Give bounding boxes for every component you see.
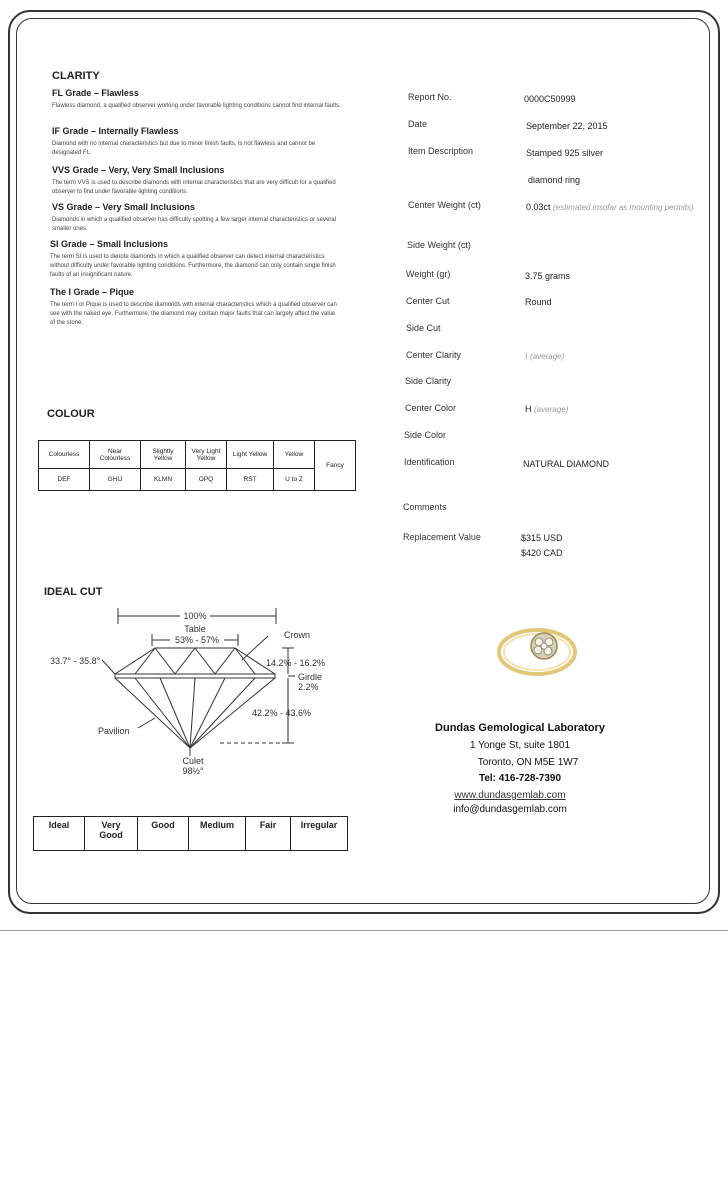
lab-address-line2: Toronto, ON M5E 1W7: [477, 757, 579, 768]
grade-vs-title: VS Grade – Very Small Inclusions: [52, 202, 196, 212]
field-value-replacement-cad: $420 CAD: [521, 548, 563, 558]
page-divider: [0, 930, 728, 931]
cut-grade-medium: Medium: [189, 817, 246, 851]
cut-grade-good: Good: [138, 817, 189, 851]
pavilion-pointer: [138, 718, 155, 728]
grade-si-title: SI Grade – Small Inclusions: [50, 239, 169, 249]
grade-if-text: Diamond with no internal characteristics but due to minor finish faults, is not flawless and cannot be designated FL.: [52, 141, 316, 156]
center-color-value: H: [525, 404, 532, 414]
crown-pointer: [242, 636, 268, 660]
pavilion-facet: [190, 678, 225, 748]
field-label-center-clarity: Center Clarity: [406, 350, 462, 360]
field-value-center-weight: [526, 202, 694, 212]
cut-grade-fair: Fair: [246, 817, 291, 851]
ring-photo: [494, 614, 580, 682]
pavilion-facet: [190, 678, 195, 748]
label-crown-angle: 33.7° - 35.8°: [50, 656, 101, 666]
center-clarity-note: (average): [530, 352, 565, 361]
colour-col-very-light-yellow: Very Light Yellow: [186, 441, 227, 469]
field-value-replacement-usd: $315 USD: [521, 533, 563, 543]
cut-grade-table: [33, 816, 348, 851]
colour-grades-u-to-z: U to Z: [274, 469, 315, 491]
label-table-range: 53% - 57%: [174, 635, 220, 645]
center-weight-note: (estimated insofar as mounting permits): [553, 203, 694, 212]
colour-scale-table: [38, 440, 356, 491]
field-label-center-cut: Center Cut: [406, 296, 450, 306]
field-label-date: Date: [408, 119, 428, 129]
center-weight-value: 0.03ct: [526, 202, 551, 212]
field-value-item-description: Stamped 925 silver: [526, 148, 604, 158]
label-table: Table: [184, 624, 206, 634]
center-clarity-value: I: [525, 351, 528, 361]
label-pavilion: Pavilion: [98, 726, 130, 736]
field-value-date: September 22, 2015: [526, 121, 608, 131]
field-value-identification: NATURAL DIAMOND: [523, 459, 610, 469]
crown-facet: [175, 648, 195, 674]
field-value-center-clarity: [525, 351, 564, 361]
grade-vvs-title: VVS Grade – Very, Very Small Inclusions: [52, 165, 225, 175]
field-value-center-cut: Round: [525, 297, 552, 307]
colour-col-light-yellow: Light Yellow: [227, 441, 274, 469]
crown-facet: [215, 648, 235, 674]
grade-i-title: The I Grade – Pique: [50, 287, 135, 297]
field-label-weight-gr: Weight (gr): [406, 269, 451, 279]
colour-col-near-colourless: Near Colourless: [90, 441, 141, 469]
colour-col-slightly-yellow: Slightly Yellow: [141, 441, 186, 469]
crown-angle-pointer: [102, 660, 115, 674]
pavilion-facet: [135, 678, 190, 748]
crown-facet: [135, 648, 155, 674]
colour-col-colourless: Colourless: [39, 441, 90, 469]
ideal-cut-heading: IDEAL CUT: [44, 586, 103, 598]
field-value-center-color: [525, 404, 568, 414]
field-label-side-weight: Side Weight (ct): [407, 240, 471, 250]
colour-grades-ghij: GHIJ: [90, 469, 141, 491]
cut-grade-irregular: Irregular: [291, 817, 348, 851]
label-girdle: Girdle: [298, 672, 323, 682]
field-label-identification: Identification: [404, 457, 455, 467]
colour-grades-rst: RST: [227, 469, 274, 491]
diamond-outline: [115, 648, 275, 748]
lab-email[interactable]: info@dundasgemlab.com: [453, 804, 567, 815]
grade-vvs-text: The term VVS is used to describe diamonds with internal characteristics that are very difficult for a qualified observer to find under favorable lighting conditions.: [52, 180, 336, 195]
label-crown-height: 14.2% - 16.2%: [266, 658, 326, 668]
label-pavilion-depth: 42.2% - 43.6%: [252, 708, 312, 718]
field-label-side-cut: Side Cut: [406, 323, 441, 333]
pavilion-facet: [160, 678, 190, 748]
colour-col-fancy: Fancy: [315, 441, 356, 491]
label-crown: Crown: [284, 630, 311, 640]
grade-vs-text: Diamonds in which a qualified observer has difficulty spotting a few larger internal characteristics or several smaller ones.: [52, 217, 337, 232]
colour-grades-klmn: KLMN: [141, 469, 186, 491]
clarity-heading: CLARITY: [52, 70, 100, 82]
field-label-report-no: Report No.: [408, 92, 452, 102]
colour-grades-opq: OPQ: [186, 469, 227, 491]
field-label-center-color: Center Color: [405, 403, 457, 413]
grade-fl-text: Flawless diamond, a qualified observer working under favorable lighting conditions cannot find internal faults.: [52, 103, 341, 109]
colour-col-yellow: Yellow: [274, 441, 315, 469]
lab-name: Dundas Gemological Laboratory: [435, 722, 605, 734]
field-value-report-no: 0000C50999: [524, 94, 576, 104]
field-label-side-clarity: Side Clarity: [405, 376, 452, 386]
label-width: 100%: [183, 611, 207, 621]
crown-facet: [195, 648, 215, 674]
cut-grade-ideal: Ideal: [34, 817, 85, 851]
field-value-weight-gr: 3.75 grams: [525, 271, 571, 281]
center-color-note: (average): [534, 405, 569, 414]
diamond-proportions-diagram: [30, 598, 360, 798]
pavilion-facet: [190, 678, 255, 748]
label-culet: Culet: [182, 756, 204, 766]
label-culet-pct: 98½°: [182, 766, 204, 776]
colour-heading: COLOUR: [47, 408, 95, 420]
grade-if-title: IF Grade – Internally Flawless: [52, 126, 179, 136]
field-label-center-weight: Center Weight (ct): [408, 200, 481, 210]
lab-website-link[interactable]: www.dundasgemlab.com: [454, 790, 566, 801]
crown-facet: [235, 648, 255, 674]
field-label-side-color: Side Color: [404, 430, 447, 440]
field-value-item-description-2: diamond ring: [528, 175, 581, 185]
field-label-comments: Comments: [403, 502, 447, 512]
colour-grades-def: DEF: [39, 469, 90, 491]
grade-fl-title: FL Grade – Flawless: [52, 88, 139, 98]
grade-si-text: The term SI is used to denote diamonds in which a qualified observer can detect internal characteristics without difficulty under favorable lighting conditions. Furthermore, the diamond can only contain single finish faults of an insignificant nature.: [50, 254, 336, 278]
ring-center-stone: [541, 643, 547, 649]
lab-phone: Tel: 416-728-7390: [478, 773, 562, 784]
ring-stone: [534, 646, 542, 654]
label-girdle-pct: 2.2%: [298, 682, 319, 692]
field-label-replacement-value: Replacement Value: [403, 532, 481, 542]
lab-address-line1: 1 Yonge St, suite 1801: [469, 740, 571, 751]
field-label-item-description: Item Description: [408, 146, 474, 156]
cut-grade-very-good: Very Good: [85, 817, 138, 851]
grade-i-text: The term I or Pique is used to describe diamonds with internal characteristics which a qualified observer can see with the naked eye. Furthermore, the diamond may contain major faults that can largely affect the value of the stone.: [50, 302, 337, 326]
crown-facet: [155, 648, 175, 674]
